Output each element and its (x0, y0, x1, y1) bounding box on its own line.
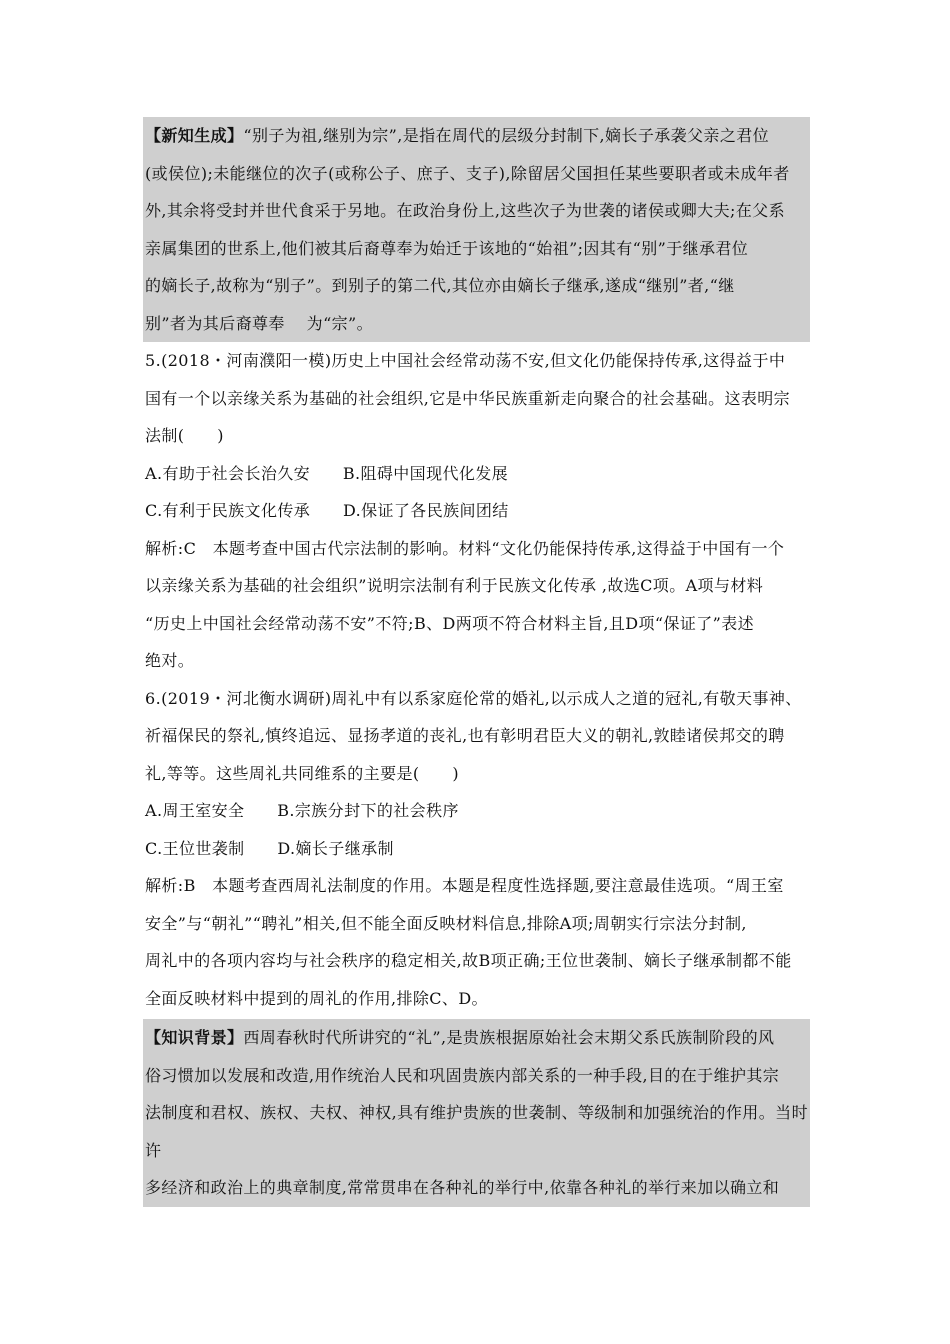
box-line: (或侯位);未能继位的次子(或称公子、庶子、支子),除留居父国担任某些要职者或未成年者 (145, 163, 790, 183)
box-line: 别”者为其后裔尊奉 为“宗”。 (145, 313, 374, 333)
option-line: A.有助于社会长治久安 B.阻碍中国现代化发展 (145, 463, 509, 483)
box-line: 法制度和君权、族权、夫权、神权,具有维护贵族的世袭制、等级制和加强统治的作用。当时许 (145, 1103, 808, 1160)
box-line: 【知识背景】西周春秋时代所讲究的“礼”,是贵族根据原始社会末期父系氏族制阶段的风 (145, 1028, 775, 1047)
box-line: 多经济和政治上的典章制度,常常贯串在各种礼的举行中,依靠各种礼的举行来加以确立和 (145, 1178, 780, 1197)
analysis-line: 以亲缘关系为基础的社会组织”说明宗法制有利于民族文化传承 ,故选C项。A项与材料 (145, 576, 764, 595)
question-stem-line: 礼,等等。这些周礼共同维系的主要是( ) (145, 763, 459, 783)
box-line: 【新知生成】“别子为祖,继别为宗”,是指在周代的层级分封制下,嫡长子承袭父亲之君位 (145, 126, 770, 145)
box-line: 的嫡长子,故称为“别子”。到别子的第二代,其位亦由嫡长子继承,遂成“继别”者,“继 (145, 276, 735, 295)
analysis-line: 解析:B 本题考查西周礼法制度的作用。本题是程度性选择题,要注意最佳选项。“周王室 (145, 876, 784, 895)
question-stem-line: 法制( ) (145, 426, 224, 445)
question-6 (145, 680, 810, 1018)
analysis-line: 全面反映材料中提到的周礼的作用,排除C、D。 (145, 988, 488, 1008)
document-page (145, 117, 810, 1207)
knowledge-background-box (143, 1019, 810, 1207)
new-knowledge-tag: 【新知生成】 (145, 126, 244, 145)
analysis-line: 安全”与“朝礼”“聘礼”相关,但不能全面反映材料信息,排除A项;周朝实行宗法分封制, (145, 913, 747, 933)
box-line: 外,其余将受封并世代食采于另地。在政治身份上,这些次子为世袭的诸侯或卿大夫;在父系 (145, 201, 785, 220)
option-line: C.王位世袭制 D.嫡长子继承制 (145, 838, 394, 858)
question-5 (145, 342, 810, 680)
analysis-line: “历史上中国社会经常动荡不安”不符;B、D两项不符合材料主旨,且D项“保证了”表述 (145, 613, 755, 633)
option-line: A.周王室安全 B.宗族分封下的社会秩序 (145, 801, 459, 820)
box-line: 俗习惯加以发展和改造,用作统治人民和巩固贵族内部关系的一种手段,目的在于维护其宗 (145, 1065, 780, 1085)
question-stem-line: 祈福保民的祭礼,慎终追远、显扬孝道的丧礼,也有彰明君臣大义的朝礼,敦睦诸侯邦交的聘 (145, 726, 785, 745)
question-stem-line: 5.(2018・河南濮阳一模)历史上中国社会经常动荡不安,但文化仍能保持传承,这得益于中 (145, 351, 786, 370)
analysis-line: 周礼中的各项内容均与社会秩序的稳定相关,故B项正确;王位世袭制、嫡长子继承制都不能 (145, 951, 792, 970)
question-stem-line: 国有一个以亲缘关系为基础的社会组织,它是中华民族重新走向聚合的社会基础。这表明宗 (145, 388, 791, 408)
analysis-line: 解析:C 本题考查中国古代宗法制的影响。材料“文化仍能保持传承,这得益于中国有一个 (145, 538, 785, 558)
knowledge-background-tag: 【知识背景】 (145, 1028, 244, 1047)
question-stem-line: 6.(2019・河北衡水调研)周礼中有以系家庭伦常的婚礼,以示成人之道的冠礼,有敬天事神、 (145, 688, 802, 708)
box-line: 亲属集团的世系上,他们被其后裔尊奉为始迁于该地的“始祖”;因其有“别”于继承君位 (145, 238, 749, 258)
analysis-line: 绝对。 (145, 651, 195, 670)
new-knowledge-box (143, 117, 810, 342)
option-line: C.有利于民族文化传承 D.保证了各民族间团结 (145, 501, 509, 520)
